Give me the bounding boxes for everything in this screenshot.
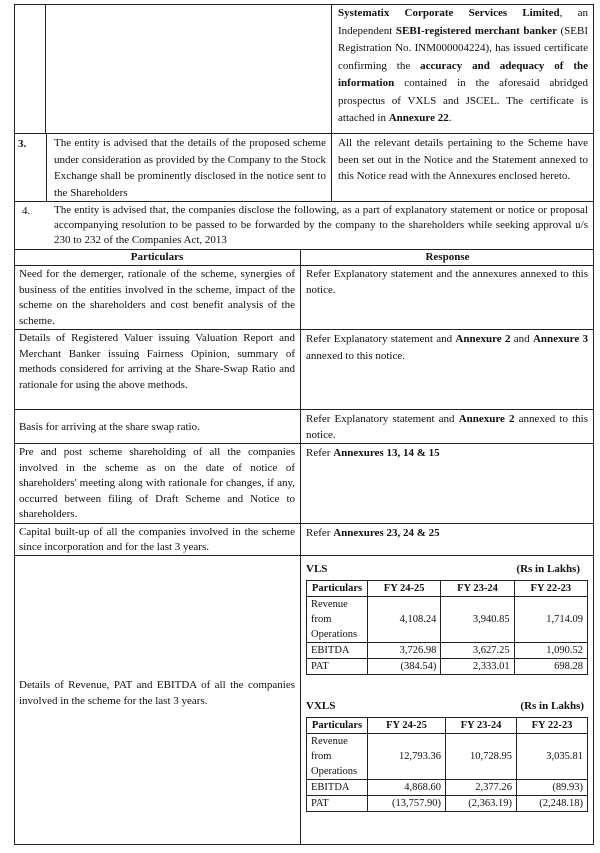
response-text-part: Refer bbox=[306, 527, 334, 539]
column-header: FY 22-23 bbox=[517, 718, 588, 734]
certificate-text-part: Systematix Corporate Services Limited bbox=[338, 7, 560, 19]
table-row bbox=[307, 659, 588, 675]
particular-shareholding: Pre and post scheme shareholding of all the companies involved in the scheme as on the date of notice of shareholders' meeting along with rationale for changes, if any, occurred between filing of Draft Scheme and Notice to shareholders. bbox=[19, 446, 295, 520]
table-cell: 1,090.52 bbox=[514, 643, 587, 659]
response-text-part: Annexure 3 bbox=[532, 333, 588, 345]
table-row bbox=[307, 734, 588, 780]
table-cell: 10,728.95 bbox=[446, 734, 517, 780]
column-header: FY 24-25 bbox=[368, 581, 441, 597]
item-3-number: 3. bbox=[18, 138, 27, 150]
table-cell: 12,793.36 bbox=[368, 734, 446, 780]
response-text-part: Refer Explanatory statement and bbox=[306, 333, 456, 345]
vxls-company-name: VXLS bbox=[306, 700, 336, 712]
table-cell: 2,333.01 bbox=[441, 659, 514, 675]
response-capital-buildup bbox=[306, 525, 588, 541]
item-3-advice: The entity is advised that the details of the proposed scheme under consideration as provided by the Company to the Stock Exchange shall be prominently disclosed in the notice sent to the Shareholders bbox=[54, 137, 326, 199]
table-cell: 3,726.98 bbox=[368, 643, 441, 659]
table-cell: 4,108.24 bbox=[368, 597, 441, 643]
vls-financials-table bbox=[306, 580, 588, 675]
table-row bbox=[307, 643, 588, 659]
response-demerger-rationale bbox=[306, 267, 588, 298]
response-text-part: Refer Explanatory statement and the annexures annexed to this notice. bbox=[306, 268, 588, 296]
table-header-row bbox=[307, 581, 588, 597]
response-text-part: Annexures 23, 24 & 25 bbox=[333, 527, 440, 539]
vxls-financials-heading bbox=[306, 698, 588, 714]
row-top-left-cell bbox=[14, 4, 46, 134]
response-text-part: and bbox=[510, 333, 533, 345]
response-text-part: annexed to this notice. bbox=[306, 349, 405, 362]
vxls-unit: (Rs in Lakhs) bbox=[520, 700, 584, 712]
vxls-financials bbox=[306, 698, 588, 812]
item-4-advice: The entity is advised that, the companies disclose the following, as a part of explanatory statement or notice or proposal accompanying resolution to be passed to be forwarded by the company to the shareholders while seeking approval u/s 230 to 232 of the Companies Act, 2013 bbox=[54, 204, 588, 246]
response-text-part: Annexure 2 bbox=[455, 333, 511, 345]
response-text-part: Refer bbox=[306, 447, 334, 459]
item-4-number: 4. bbox=[22, 205, 31, 217]
vls-unit: (Rs in Lakhs) bbox=[516, 563, 580, 575]
table-cell: 3,035.81 bbox=[517, 734, 588, 780]
certificate-text-part: (SEBI Registration No. INM000004224), has issued certificate confirming the bbox=[338, 24, 588, 72]
table-cell: (13,757.90) bbox=[368, 796, 446, 812]
particular-demerger-rationale: Need for the demerger, rationale of the scheme, synergies of business of the entities involved in the scheme, impact of the scheme on the shareholders and cost benefit analysis of the scheme. bbox=[19, 268, 295, 327]
row-label: PAT bbox=[307, 796, 368, 812]
column-header: Particulars bbox=[307, 718, 368, 734]
vls-financials-heading bbox=[306, 561, 588, 577]
table-cell: 3,940.85 bbox=[441, 597, 514, 643]
row-label: Revenue from Operations bbox=[307, 597, 368, 643]
table-row bbox=[307, 597, 588, 643]
response-shareholding bbox=[306, 445, 588, 461]
certificate-text-part: . bbox=[448, 112, 452, 124]
row-label: EBITDA bbox=[307, 780, 368, 796]
table-row bbox=[307, 796, 588, 812]
certificate-text-part: SEBI-registered merchant banker bbox=[395, 24, 557, 37]
header-particulars: Particulars bbox=[130, 251, 184, 263]
row-label: EBITDA bbox=[307, 643, 368, 659]
response-text-part: Annexure 2 bbox=[458, 413, 515, 425]
table-header-row bbox=[307, 718, 588, 734]
table-cell: 3,627.25 bbox=[441, 643, 514, 659]
column-header: FY 24-25 bbox=[368, 718, 446, 734]
table-cell: 698.28 bbox=[514, 659, 587, 675]
merchant-banker-certificate-text bbox=[338, 5, 588, 128]
vls-financials bbox=[306, 561, 588, 675]
vxls-financials-table bbox=[306, 717, 588, 812]
response-valuer-details bbox=[306, 331, 588, 364]
column-header: FY 23-24 bbox=[446, 718, 517, 734]
certificate-text-part: accuracy and adequacy of the information bbox=[338, 59, 588, 89]
particular-financials: Details of Revenue, PAT and EBITDA of all the companies involved in the scheme for the last 3 years. bbox=[19, 679, 295, 707]
column-header: Particulars bbox=[307, 581, 368, 597]
table-cell: 4,868.60 bbox=[368, 780, 446, 796]
column-header: FY 23-24 bbox=[441, 581, 514, 597]
vls-company-name: VLS bbox=[306, 563, 328, 575]
table-row bbox=[307, 780, 588, 796]
header-response: Response bbox=[425, 251, 470, 263]
table-cell: (89.93) bbox=[517, 780, 588, 796]
certificate-text-part: , an Independent bbox=[338, 7, 588, 37]
certificate-text-part: Annexure 22 bbox=[388, 112, 449, 124]
table-cell: (2,363.19) bbox=[446, 796, 517, 812]
particular-valuer-details: Details of Registered Valuer issuing Valuation Report and Merchant Banker issuing Fairness Opinion, summary of methods considered for arriving at the Share-Swap Ratio and rationale for using the above methods. bbox=[19, 332, 295, 391]
response-text-part: annexed to this notice. bbox=[306, 413, 588, 441]
response-text-part: Refer Explanatory statement and bbox=[306, 413, 459, 425]
table-cell: 1,714.09 bbox=[514, 597, 587, 643]
row-label: Revenue from Operations bbox=[307, 734, 368, 780]
row-label: PAT bbox=[307, 659, 368, 675]
particular-capital-buildup: Capital built-up of all the companies involved in the scheme since incorporation and for the last 3 years. bbox=[19, 526, 295, 553]
row-top-mid-cell bbox=[46, 4, 332, 134]
table-cell: (384.54) bbox=[368, 659, 441, 675]
table-cell: 2,377.26 bbox=[446, 780, 517, 796]
certificate-text-part: contained in the aforesaid abridged prospectus of VXLS and JSCEL. The certificate is attached in bbox=[338, 77, 588, 124]
item-3-response: All the relevant details pertaining to the Scheme have been set out in the Notice and the Statement annexed to this Notice read with the Annexures enclosed hereto. bbox=[338, 137, 588, 182]
column-header: FY 22-23 bbox=[514, 581, 587, 597]
table-cell: (2,248.18) bbox=[517, 796, 588, 812]
response-share-swap-basis bbox=[306, 411, 588, 443]
particular-share-swap-basis: Basis for arriving at the share swap ratio. bbox=[19, 421, 200, 433]
response-text-part: Annexures 13, 14 & 15 bbox=[333, 447, 440, 459]
